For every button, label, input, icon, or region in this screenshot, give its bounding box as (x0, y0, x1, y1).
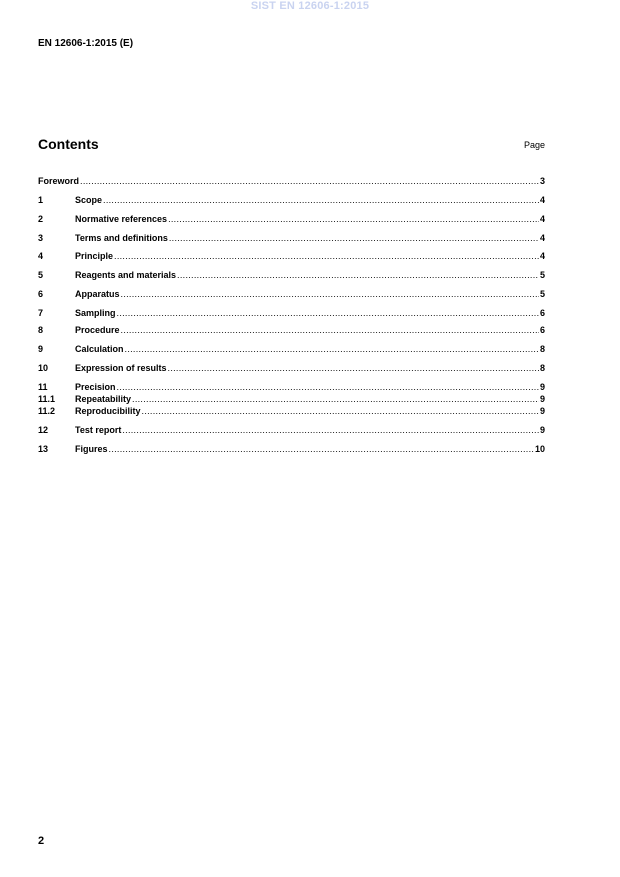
toc-leader-dots (109, 444, 534, 455)
toc-leader-dots (142, 406, 539, 417)
toc-leader-dots (121, 289, 539, 300)
toc-entry-page: 4 (539, 214, 545, 224)
toc-entry-title: Foreword (38, 176, 80, 186)
toc-entry-title: Apparatus (75, 289, 120, 299)
toc-entry-number: 6 (38, 289, 44, 299)
toc-entry-title: Figures (75, 444, 108, 454)
toc-entry-title: Calculation (75, 344, 124, 354)
toc-entry-number: 2 (38, 214, 44, 224)
toc-entry-title: Sampling (75, 308, 116, 318)
toc-entry-title: Scope (75, 195, 103, 205)
toc-entry-title: Reagents and materials (75, 270, 177, 280)
toc-entry-title: Expression of results (75, 363, 167, 373)
toc-entry-number: 9 (38, 344, 44, 354)
toc-entry-sampling[interactable] (38, 308, 545, 319)
toc-entry-page: 9 (539, 394, 545, 404)
toc-leader-dots (122, 425, 539, 436)
toc-entry-page: 4 (539, 195, 545, 205)
toc-entry-page: 5 (539, 289, 545, 299)
toc-entry-number: 4 (38, 251, 44, 261)
toc-leader-dots (168, 363, 539, 374)
page-column-label: Page (523, 140, 545, 150)
toc-entry-title: Reproducibility (75, 406, 141, 416)
toc-entry-page: 6 (539, 325, 545, 335)
toc-leader-dots (121, 325, 539, 336)
toc-leader-dots (117, 308, 539, 319)
toc-leader-dots (114, 251, 539, 262)
toc-entry-page: 4 (539, 233, 545, 243)
toc-entry-page: 8 (539, 363, 545, 373)
toc-entry-number: 10 (38, 363, 49, 373)
toc-entry-number: 11.2 (38, 406, 56, 416)
toc-entry-reagents-and-materials[interactable] (38, 270, 545, 281)
toc-entry-reproducibility[interactable] (38, 406, 545, 417)
toc-entry-page: 9 (539, 406, 545, 416)
toc-entry-page: 9 (539, 425, 545, 435)
toc-leader-dots (169, 233, 539, 244)
toc-entry-number: 8 (38, 325, 44, 335)
toc-entry-number: 3 (38, 233, 44, 243)
toc-leader-dots (117, 382, 539, 393)
toc-entry-number: 13 (38, 444, 49, 454)
toc-entry-terms-and-definitions[interactable] (38, 233, 545, 244)
toc-entry-apparatus[interactable] (38, 289, 545, 300)
document-id: EN 12606-1:2015 (E) (38, 38, 134, 49)
toc-leader-dots (168, 214, 539, 225)
toc-entry-page: 5 (539, 270, 545, 280)
toc-entry-repeatability[interactable] (38, 394, 545, 405)
toc-entry-procedure[interactable] (38, 325, 545, 336)
toc-entry-title: Terms and definitions (75, 233, 168, 243)
watermark: SIST EN 12606-1:2015 (250, 0, 370, 12)
toc-entry-calculation[interactable] (38, 344, 545, 355)
contents-heading: Contents (38, 136, 99, 152)
toc-leader-dots (80, 176, 539, 187)
toc-entry-number: 7 (38, 308, 44, 318)
toc-entry-title: Principle (75, 251, 114, 261)
toc-entry-precision[interactable] (38, 382, 545, 393)
toc-entry-expression-of-results[interactable] (38, 363, 545, 374)
toc-entry-title: Precision (75, 382, 116, 392)
toc-leader-dots (103, 195, 539, 206)
toc-entry-principle[interactable] (38, 251, 545, 262)
toc-entry-number: 12 (38, 425, 49, 435)
toc-leader-dots (132, 394, 539, 405)
toc-entry-page: 6 (539, 308, 545, 318)
toc-entry-scope[interactable] (38, 195, 545, 206)
toc-entry-number: 11.1 (38, 394, 56, 404)
toc-leader-dots (177, 270, 539, 281)
toc-entry-page: 3 (539, 176, 545, 186)
toc-entry-normative-references[interactable] (38, 214, 545, 225)
toc-entry-test-report[interactable] (38, 425, 545, 436)
toc-entry-number: 11 (38, 382, 48, 392)
toc-entry-page: 8 (539, 344, 545, 354)
toc-entry-page: 10 (534, 444, 545, 454)
toc-entry-page: 9 (539, 382, 545, 392)
toc-entry-number: 1 (38, 195, 44, 205)
toc-entry-figures[interactable] (38, 444, 545, 455)
toc-entry-page: 4 (539, 251, 545, 261)
toc-entry-foreword[interactable] (38, 176, 545, 187)
toc-entry-title: Procedure (75, 325, 120, 335)
toc-leader-dots (125, 344, 539, 355)
toc-entry-title: Repeatability (75, 394, 132, 404)
page-number: 2 (38, 835, 45, 847)
toc-entry-title: Normative references (75, 214, 168, 224)
toc-entry-title: Test report (75, 425, 122, 435)
toc-entry-number: 5 (38, 270, 44, 280)
